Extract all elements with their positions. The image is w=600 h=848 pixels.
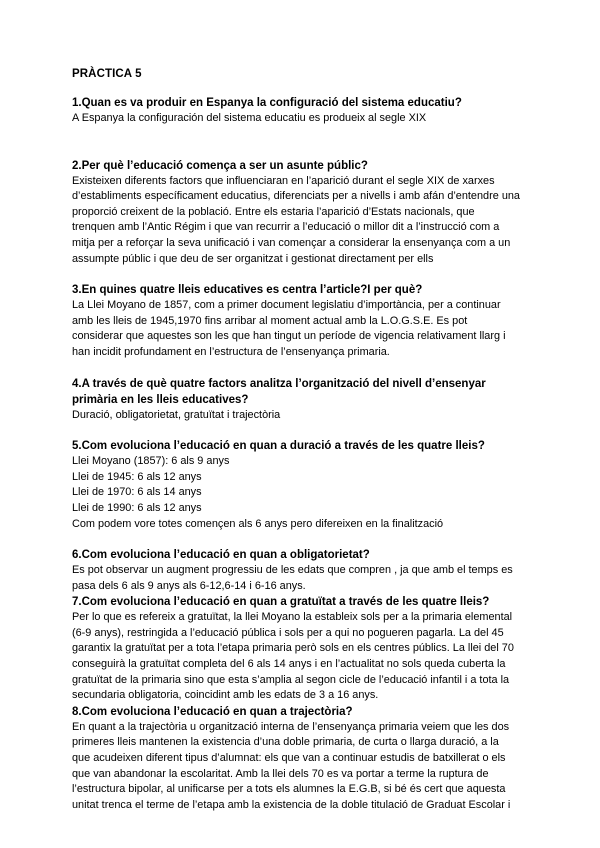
answer-line: que acudeixen diferent tipus d’alumnat: els que van a continuar estudis de batxillerat o els [72, 752, 506, 765]
answer-line: garantix la gratuïtat per a tota l’etapa primaria però sols en els centres públics. La llei del 70 [72, 642, 514, 655]
answer-line: considerar que aquestes son les que han tingut un període de vigencia relativament llarg i [72, 330, 506, 343]
answer-line: unitat trenca el terme de l’etapa amb la existencia de la doble titulació de Graduat Escolar i [72, 798, 511, 811]
answer-line: d’establiments específicament educatius, diferenciats per a nivells i amb afán d’entendre una [72, 190, 520, 203]
question-2: 2.Per què l’educació comença a ser un asunte públic? [72, 159, 368, 172]
question-1: 1.Quan es va produir en Espanya la configuració del sistema educatiu? [72, 97, 462, 109]
answer-line: que van abandonar la escolaritat. Amb la llei dels 70 es va portar a terme la ruptura de [72, 767, 489, 780]
document-page [72, 68, 528, 813]
answer-line: Existeixen diferents factors que influenciaran en l’aparició durant el segle XIX de xarxes [72, 174, 495, 187]
answer-line: pasa dels 6 als 9 anys als 6-12,6-14 i 6-16 anys. [72, 579, 306, 592]
section-3 [72, 282, 528, 360]
answer-line: Llei Moyano (1857): 6 als 9 anys [72, 455, 230, 468]
section-7 [72, 594, 528, 704]
answer-line: Llei de 1970: 6 als 14 anys [72, 486, 202, 499]
answer-line: Llei de 1945: 6 als 12 anys [72, 470, 202, 483]
answer-line: han incidit profundament en l’estructura de l’ensenyança primaria. [72, 345, 390, 358]
answer-line: Duració, obligatorietat, gratuïtat i trajectòria [72, 408, 281, 421]
answer-line: amb les lleis de 1945,1970 fins arribar al moment actual amb la L.O.G.S.E. Es pot [72, 314, 468, 327]
question-8: 8.Com evoluciona l’educació en quan a trajectòria? [72, 705, 353, 718]
answer-line: Per lo que es refereix a gratuïtat, la llei Moyano la estableix sols per a la primaria elemental [72, 611, 513, 624]
answer-line: A Espanya la configuración del sistema educatiu es produeix al segle XIX [72, 112, 427, 124]
section-4 [72, 376, 528, 424]
answer-line: En quant a la trajectòria u organització interna de l’ensenyança primaria veiem que les dos [72, 720, 510, 733]
answer-line: secundaria obligatoria, coincidint amb les edats de 3 a 16 anys. [72, 689, 379, 702]
question-3: 3.En quines quatre lleis educatives es centra l’article?I per què? [72, 284, 423, 297]
answer-line: proporció creixent de la població. Entre els estaria l’aparició d’Estats nacionals, que [72, 205, 475, 218]
question-4: 4.A través de què quatre factors analitza l’organització del nivell d’ensenyar primària en les lleis educatives? [72, 377, 486, 406]
answer-line: trenquen amb l’Antic Régim i que van recurrir a l’educació o millor dit a l’instrucció com a [72, 221, 500, 234]
answer-line: assumpte públic i que deu de ser organitzat i gestionat directament per ells [72, 252, 434, 265]
answer-line: Es pot observar un augment progressiu de les edats que compren , ja que amb el temps es [72, 564, 513, 577]
section-2 [72, 158, 528, 268]
section-5 [72, 438, 528, 532]
answer-line: primeres lleis mantenen la existencia d’una doble primaria, de curta o llarga duració, a la [72, 736, 499, 749]
answer-line: gratuïtat de la primaria sino que esta s’amplia al segon cicle de l’educació infantil i a tota la [72, 673, 510, 686]
question-5: 5.Com evoluciona l’educació en quan a duració a través de les quatre lleis? [72, 440, 485, 453]
question-7: 7.Com evoluciona l’educació en quan a gratuïtat a través de les quatre lleis? [72, 596, 490, 609]
answer-line: conseguirà la gratuïtat completa del 6 als 14 anys i en l’actualitat no sols queda cuberta la [72, 658, 506, 671]
section-1 [72, 95, 528, 127]
page-title: PRÀCTICA 5 [72, 68, 142, 80]
section-6 [72, 547, 528, 594]
answer-line: mitja per a reforçar la seva unificació i van començar a considerar la ensenyança com a un [72, 236, 511, 249]
answer-line: La Llei Moyano de 1857, com a primer document legislatiu d’importància, per a continuar [72, 299, 501, 312]
question-6: 6.Com evoluciona l’educació en quan a obligatorietat? [72, 549, 370, 562]
section-8 [72, 704, 528, 814]
answer-line: l’estructura bipolar, al unificarse per a tots els alumnes la E.G.B, si bé és cert que aquesta [72, 783, 506, 796]
answer-line: Com podem vore totes començen als 6 anys pero difereixen en la finalització [72, 517, 444, 530]
answer-line: (6-9 anys), restringida a l’educació pública i sols per a qui no pogueren pagarla. La del 45 [72, 626, 504, 639]
answer-line: Llei de 1990: 6 als 12 anys [72, 501, 202, 514]
